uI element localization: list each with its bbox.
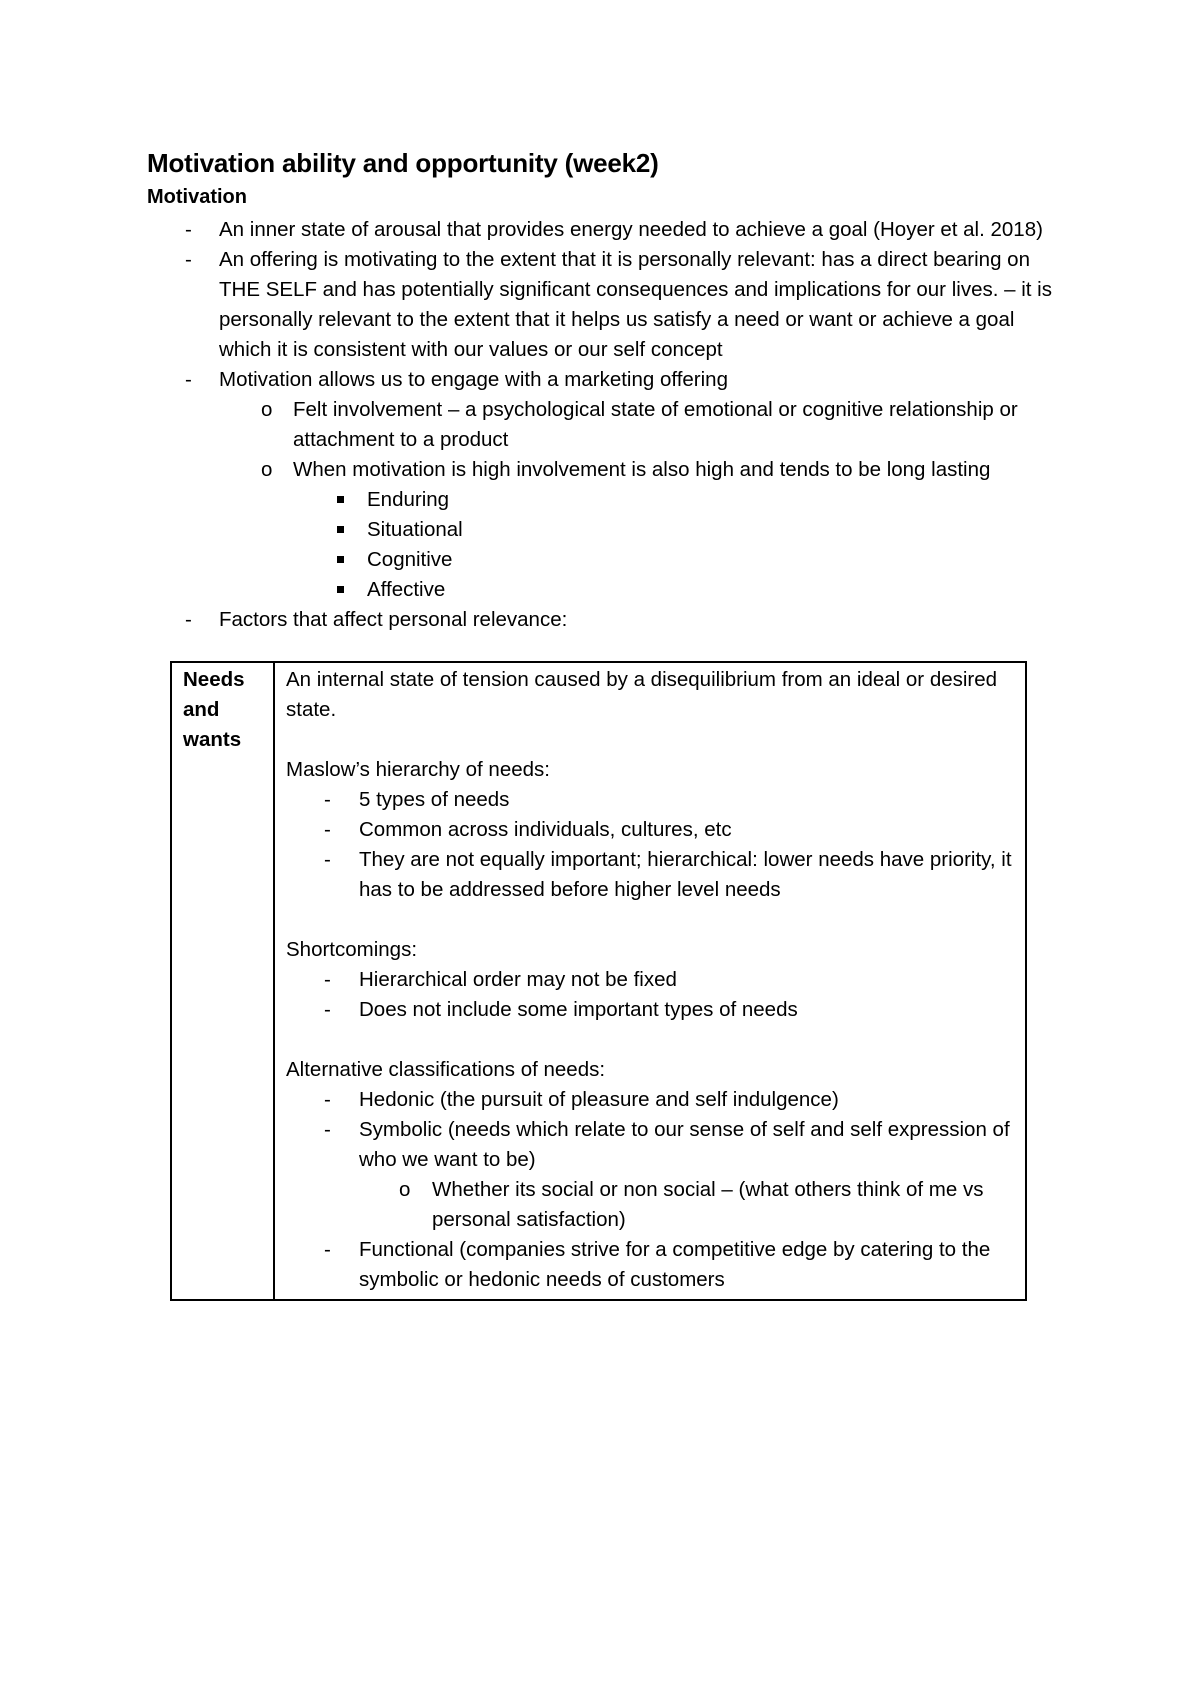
alternative-classifications-heading: Alternative classifications of needs: (286, 1058, 606, 1081)
symbolic-sub-list (359, 1175, 1017, 1235)
shortcomings-list (286, 965, 1017, 1025)
section-heading-motivation: Motivation (147, 186, 247, 208)
list-item: Situational (295, 515, 1067, 545)
list-item: - Hierarchical order may not be fixed (286, 965, 1017, 995)
list-item: o When motivation is high involvement is also high and tends to be long lasting Enduring Situational Cognitive Affective (221, 455, 1067, 605)
list-item: - An offering is motivating to the extent that it is personally relevant: has a direct bearing on THE SELF and has potentially significant consequences and implications for our lives. – it is personally relevant to the extent that it helps us satisfy a need or want or achieve a goal which it is consistent with our values or our self concept (147, 245, 1067, 365)
list-item: - Factors that affect personal relevance: (147, 605, 1067, 635)
table-row (171, 662, 1026, 1300)
needs-definition: An internal state of tension caused by a disequilibrium from an ideal or desired state. (286, 668, 998, 721)
page-title: Motivation ability and opportunity (week2) (147, 148, 659, 178)
list-item: Enduring (295, 485, 1067, 515)
list-item: - Functional (companies strive for a competitive edge by catering to the symbolic or hedonic needs of customers (286, 1235, 1017, 1295)
list-item: - Does not include some important types of needs (286, 995, 1017, 1025)
list-item: - An inner state of arousal that provides energy needed to achieve a goal (Hoyer et al. 2018) (147, 215, 1067, 245)
table-label-cell: Needs and wants (171, 662, 274, 1300)
list-item: - Common across individuals, cultures, etc (286, 815, 1017, 845)
involvement-types-list (295, 485, 1067, 605)
shortcomings-heading: Shortcomings: (286, 938, 418, 961)
involvement-sub-list (221, 395, 1067, 605)
list-item: o Whether its social or non social – (what others think of me vs personal satisfaction) (359, 1175, 1017, 1235)
factors-table (170, 661, 1027, 1301)
table-content-cell (274, 662, 1026, 1300)
motivation-bullet-list (147, 215, 1067, 635)
maslow-list (286, 785, 1017, 905)
list-item: Affective (295, 575, 1067, 605)
list-item: - Hedonic (the pursuit of pleasure and self indulgence) (286, 1085, 1017, 1115)
maslow-heading: Maslow’s hierarchy of needs: (286, 758, 550, 781)
list-item: Cognitive (295, 545, 1067, 575)
list-item: - 5 types of needs (286, 785, 1017, 815)
list-item: o Felt involvement – a psychological state of emotional or cognitive relationship or attachment to a product (221, 395, 1067, 455)
list-item: - They are not equally important; hierarchical: lower needs have priority, it has to be addressed before higher level needs (286, 845, 1017, 905)
list-item: - Symbolic (needs which relate to our sense of self and self expression of who we want to be) o Whether its social or non social – (what others think of me vs personal satisfaction) (286, 1115, 1017, 1235)
list-item: - Motivation allows us to engage with a marketing offering o Felt involvement – a psychological state of emotional or cognitive relationship or attachment to a product o When motivation is high involvement is also high and tends to be long lasting Enduring Situational Cognitive Affective (147, 365, 1067, 605)
alternative-classifications-list (286, 1085, 1017, 1295)
